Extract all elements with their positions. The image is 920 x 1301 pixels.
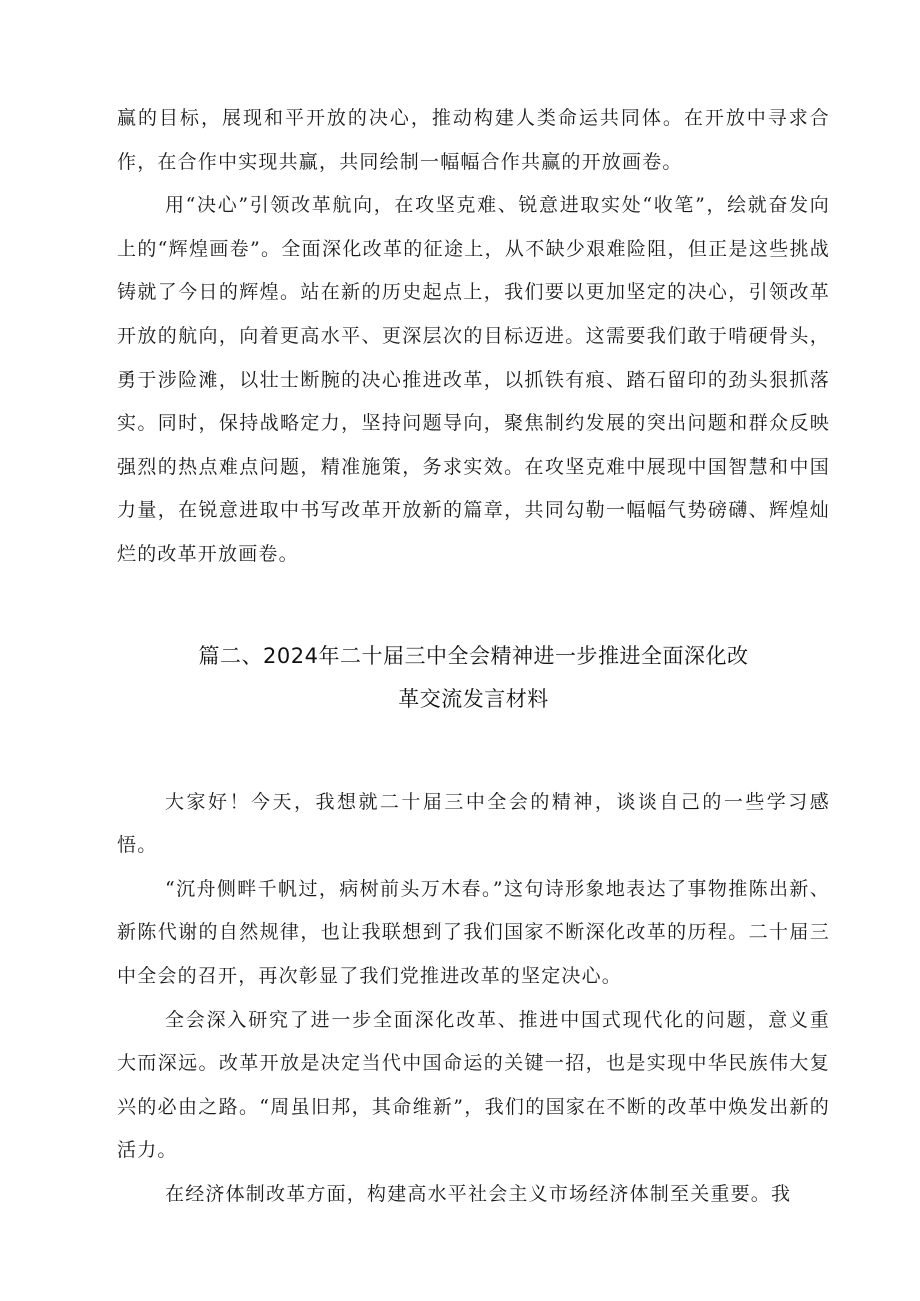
paragraph-continuation: 赢的目标，展现和平开放的决心，推动构建人类命运共同体。在开放中寻求合作，在合作中实现共赢，共同绘制一幅幅合作共赢的开放画卷。 bbox=[117, 107, 830, 173]
paragraph-greeting: 大家好！今天，我想就二十届三中全会的精神，谈谈自己的一些学习感悟。 bbox=[117, 790, 830, 857]
document-body bbox=[117, 97, 830, 1216]
section-heading bbox=[117, 635, 830, 721]
section-heading-line-1: 篇二、2024年二十届三中全会精神进一步推进全面深化改 bbox=[198, 643, 749, 668]
paragraph-plenum: 全会深入研究了进一步全面深化改革、推进中国式现代化的问题，意义重大而深远。改革开放是决定当代中国命运的关键一招，也是实现中华民族伟大复兴的必由之路。“周虽旧邦，其命维新”，我们的国家在不断的改革中焕发出新的活力。 bbox=[117, 1008, 830, 1162]
paragraph-economy: 在经济体制改革方面，构建高水平社会主义市场经济体制至关重要。我 bbox=[165, 1182, 792, 1205]
section-heading-line-2: 革交流发言材料 bbox=[398, 686, 549, 711]
paragraph-poem: “沉舟侧畔千帆过，病树前头万木春。”这句诗形象地表达了事物推陈出新、新陈代谢的自然规律，也让我联想到了我们国家不断深化改革的历程。二十届三中全会的召开，再次彰显了我们党推进改革的坚定决心。 bbox=[117, 877, 830, 987]
paragraph-determination: 用“决心”引领改革航向，在攻坚克难、锐意进取实处“收笔”，绘就奋发向上的“辉煌画卷”。全面深化改革的征途上，从不缺少艰难险阻，但正是这些挑战铸就了今日的辉煌。站在新的历史起点上，我们要以更加坚定的决心，引领改革开放的航向，向着更高水平、更深层次的目标迈进。这需要我们敢于啃硬骨头，勇于涉险滩，以壮士断腕的决心推进改革，以抓铁有痕、踏石留印的劲头狠抓落实。同时，保持战略定力，坚持问题导向，聚焦制约发展的突出问题和群众反映强烈的热点难点问题，精准施策，务求实效。在攻坚克难中展现中国智慧和中国力量，在锐意进取中书写改革开放新的篇章，共同勾勒一幅幅气势磅礴、辉煌灿烂的改革开放画卷。 bbox=[117, 194, 830, 565]
